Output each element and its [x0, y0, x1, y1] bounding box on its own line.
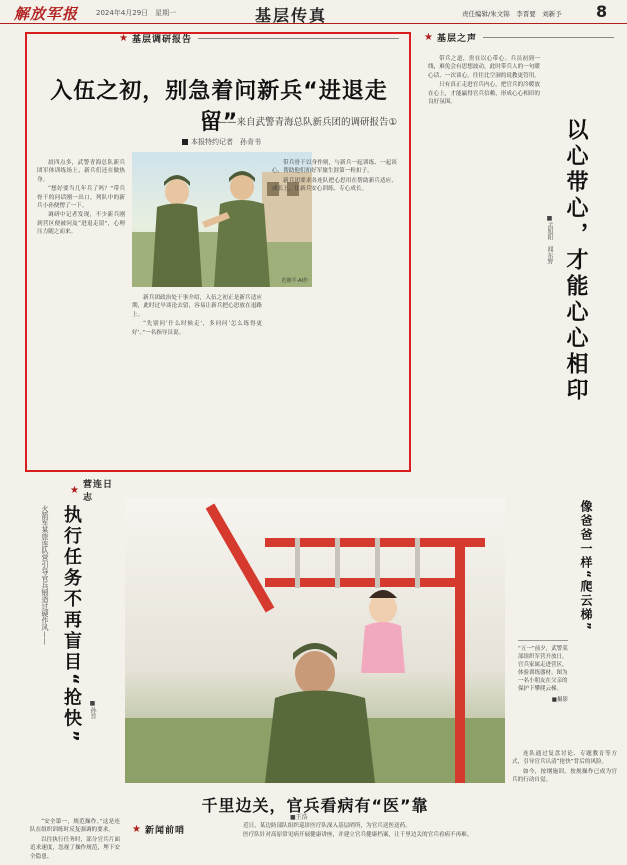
voice-tab	[424, 30, 614, 44]
masthead	[0, 0, 627, 24]
paragraph: 近日，某边防部队组织巡诊医疗队深入基层哨所，为官兵送医送药。	[243, 823, 411, 829]
voice-tab-label: 基层之声	[436, 33, 477, 44]
feature-column-1	[37, 159, 125, 459]
log-tab-label: 营连日志	[82, 480, 113, 503]
log-author: ■孙晋	[89, 700, 96, 719]
illustration-credit: 范朝平·AI作	[281, 278, 308, 284]
star-icon: ★	[119, 32, 128, 44]
issue-date: 2024年4月29日 星期一	[96, 9, 177, 17]
feature-article	[25, 32, 411, 472]
paragraph: 如今，按纲施训、按规操作已成为官兵的行动自觉。	[512, 768, 617, 784]
log-tab	[70, 480, 120, 503]
paragraph: 以往执行任务时，部分官兵片面追求速度，忽视了操作规范，埋下安全隐患。	[30, 836, 120, 860]
feature-byline-text: 本报特约记者 孙肯书	[191, 138, 261, 146]
feature-byline	[182, 137, 261, 147]
paragraph: 带兵之道，贵在以心带心。兵员初到一线，难免会有思想波动，此时带兵人的一句暖心话、一次谈心，往往比空洞的说教更管用。	[428, 56, 540, 79]
star-icon: ★	[132, 823, 141, 835]
paragraph: 新兵团要求各连队把心思用在帮助新兵适应、成长上，让新兵安心训练、专心成长。	[272, 177, 397, 193]
paragraph: 带兵骨干以身作则，与新兵一起训练、一起谈心，帮助他们扣好军旅生涯第一粒扣子。	[272, 160, 397, 175]
paragraph: “想好要当几年兵了吗？”带兵骨干的问话刚一出口，列队中的新兵小孙便愣了一下。	[37, 186, 125, 210]
photo-credit: ■摄影	[551, 697, 568, 703]
voice-author: ■孟旭阳 闻东野	[546, 215, 553, 264]
tab-rule	[483, 37, 614, 38]
feature-tab-label: 基层调研报告	[131, 34, 192, 45]
paragraph: 只有真正走进官兵内心，把官兵的冷暖放在心上，才能赢得官兵信赖，形成心心相印的良好氛围。	[428, 82, 540, 106]
climbing-photo	[125, 498, 505, 783]
paragraph: 医疗队针对高原常见病开展健康讲座，并建立官兵健康档案，让千里边关的官兵看病不再难。	[243, 832, 473, 839]
news-tab	[132, 822, 222, 836]
paragraph: “安全第一，规范操作。”这是连队在组织训练时反复强调的要求。	[30, 819, 120, 834]
paragraph: 新兵团政治处干事介绍，入伍之初正是新兵适应期，此时过早谈论去留，容易让新兵把心思放在退路上。	[132, 295, 262, 318]
photo-headline: 像爸爸一样“爬云梯”	[579, 500, 593, 632]
bottom-headline: 千里边关，官兵看病有“医”靠	[201, 796, 429, 815]
feature-column-2	[132, 294, 262, 459]
news-tab-label: 新闻前哨	[144, 825, 185, 836]
log-column-1	[30, 818, 120, 858]
newspaper-logo: 解放军报	[14, 5, 79, 23]
tab-rule	[198, 38, 399, 39]
voice-column	[428, 55, 540, 475]
paragraph: 连队通过复盘讨论、专题教育等方式，引导官兵认清“抢快”背后的风险。	[512, 751, 617, 766]
bottom-byline: ■王浩	[290, 814, 308, 821]
paragraph: 晨四点多，武警青海总队新兵团军体训练场上，新兵们还在做热身。	[37, 160, 125, 183]
log-kicker: 火箭军某旅连队营引导官兵锻造过硬作风——	[41, 505, 49, 645]
editors-line: 责任编辑/朱文锦 李晋要 刘新予	[462, 10, 562, 18]
voice-headline: 以心带心，才能心心相印	[563, 118, 588, 404]
feature-tab	[119, 31, 399, 45]
news-column	[232, 822, 497, 862]
paragraph: “先别问‘什么时候走’，多问问‘怎么练得更好’。”一名指导员说。	[132, 321, 262, 336]
climbing-photo-graphic	[125, 498, 505, 783]
log-column-2	[512, 750, 617, 860]
feature-column-3	[272, 159, 397, 459]
section-title: 基层传真	[255, 6, 328, 25]
paragraph: 调研中记者发现，不少新兵刚到营区便被问及“进退走留”，心理压力随之而来。	[37, 212, 125, 236]
star-icon: ★	[70, 484, 79, 496]
page-number: 8	[596, 2, 608, 21]
photo-caption-box	[518, 640, 568, 745]
feature-subheadline: ——来自武警青海总队新兵团的调研报告①	[217, 117, 397, 128]
photo-caption: “五一”前夕，武警某部组织军营开放日，官兵家属走进营区，体验训练器材。图为一名小朋友在父亲的保护下攀爬云梯。	[518, 646, 568, 692]
star-icon: ★	[424, 31, 433, 43]
feature-headline: 入伍之初，别急着问新兵“进退走留”	[50, 79, 388, 135]
square-bullet-icon	[182, 139, 188, 145]
log-headline: 执行任务不再盲目“抢快”	[61, 505, 82, 745]
